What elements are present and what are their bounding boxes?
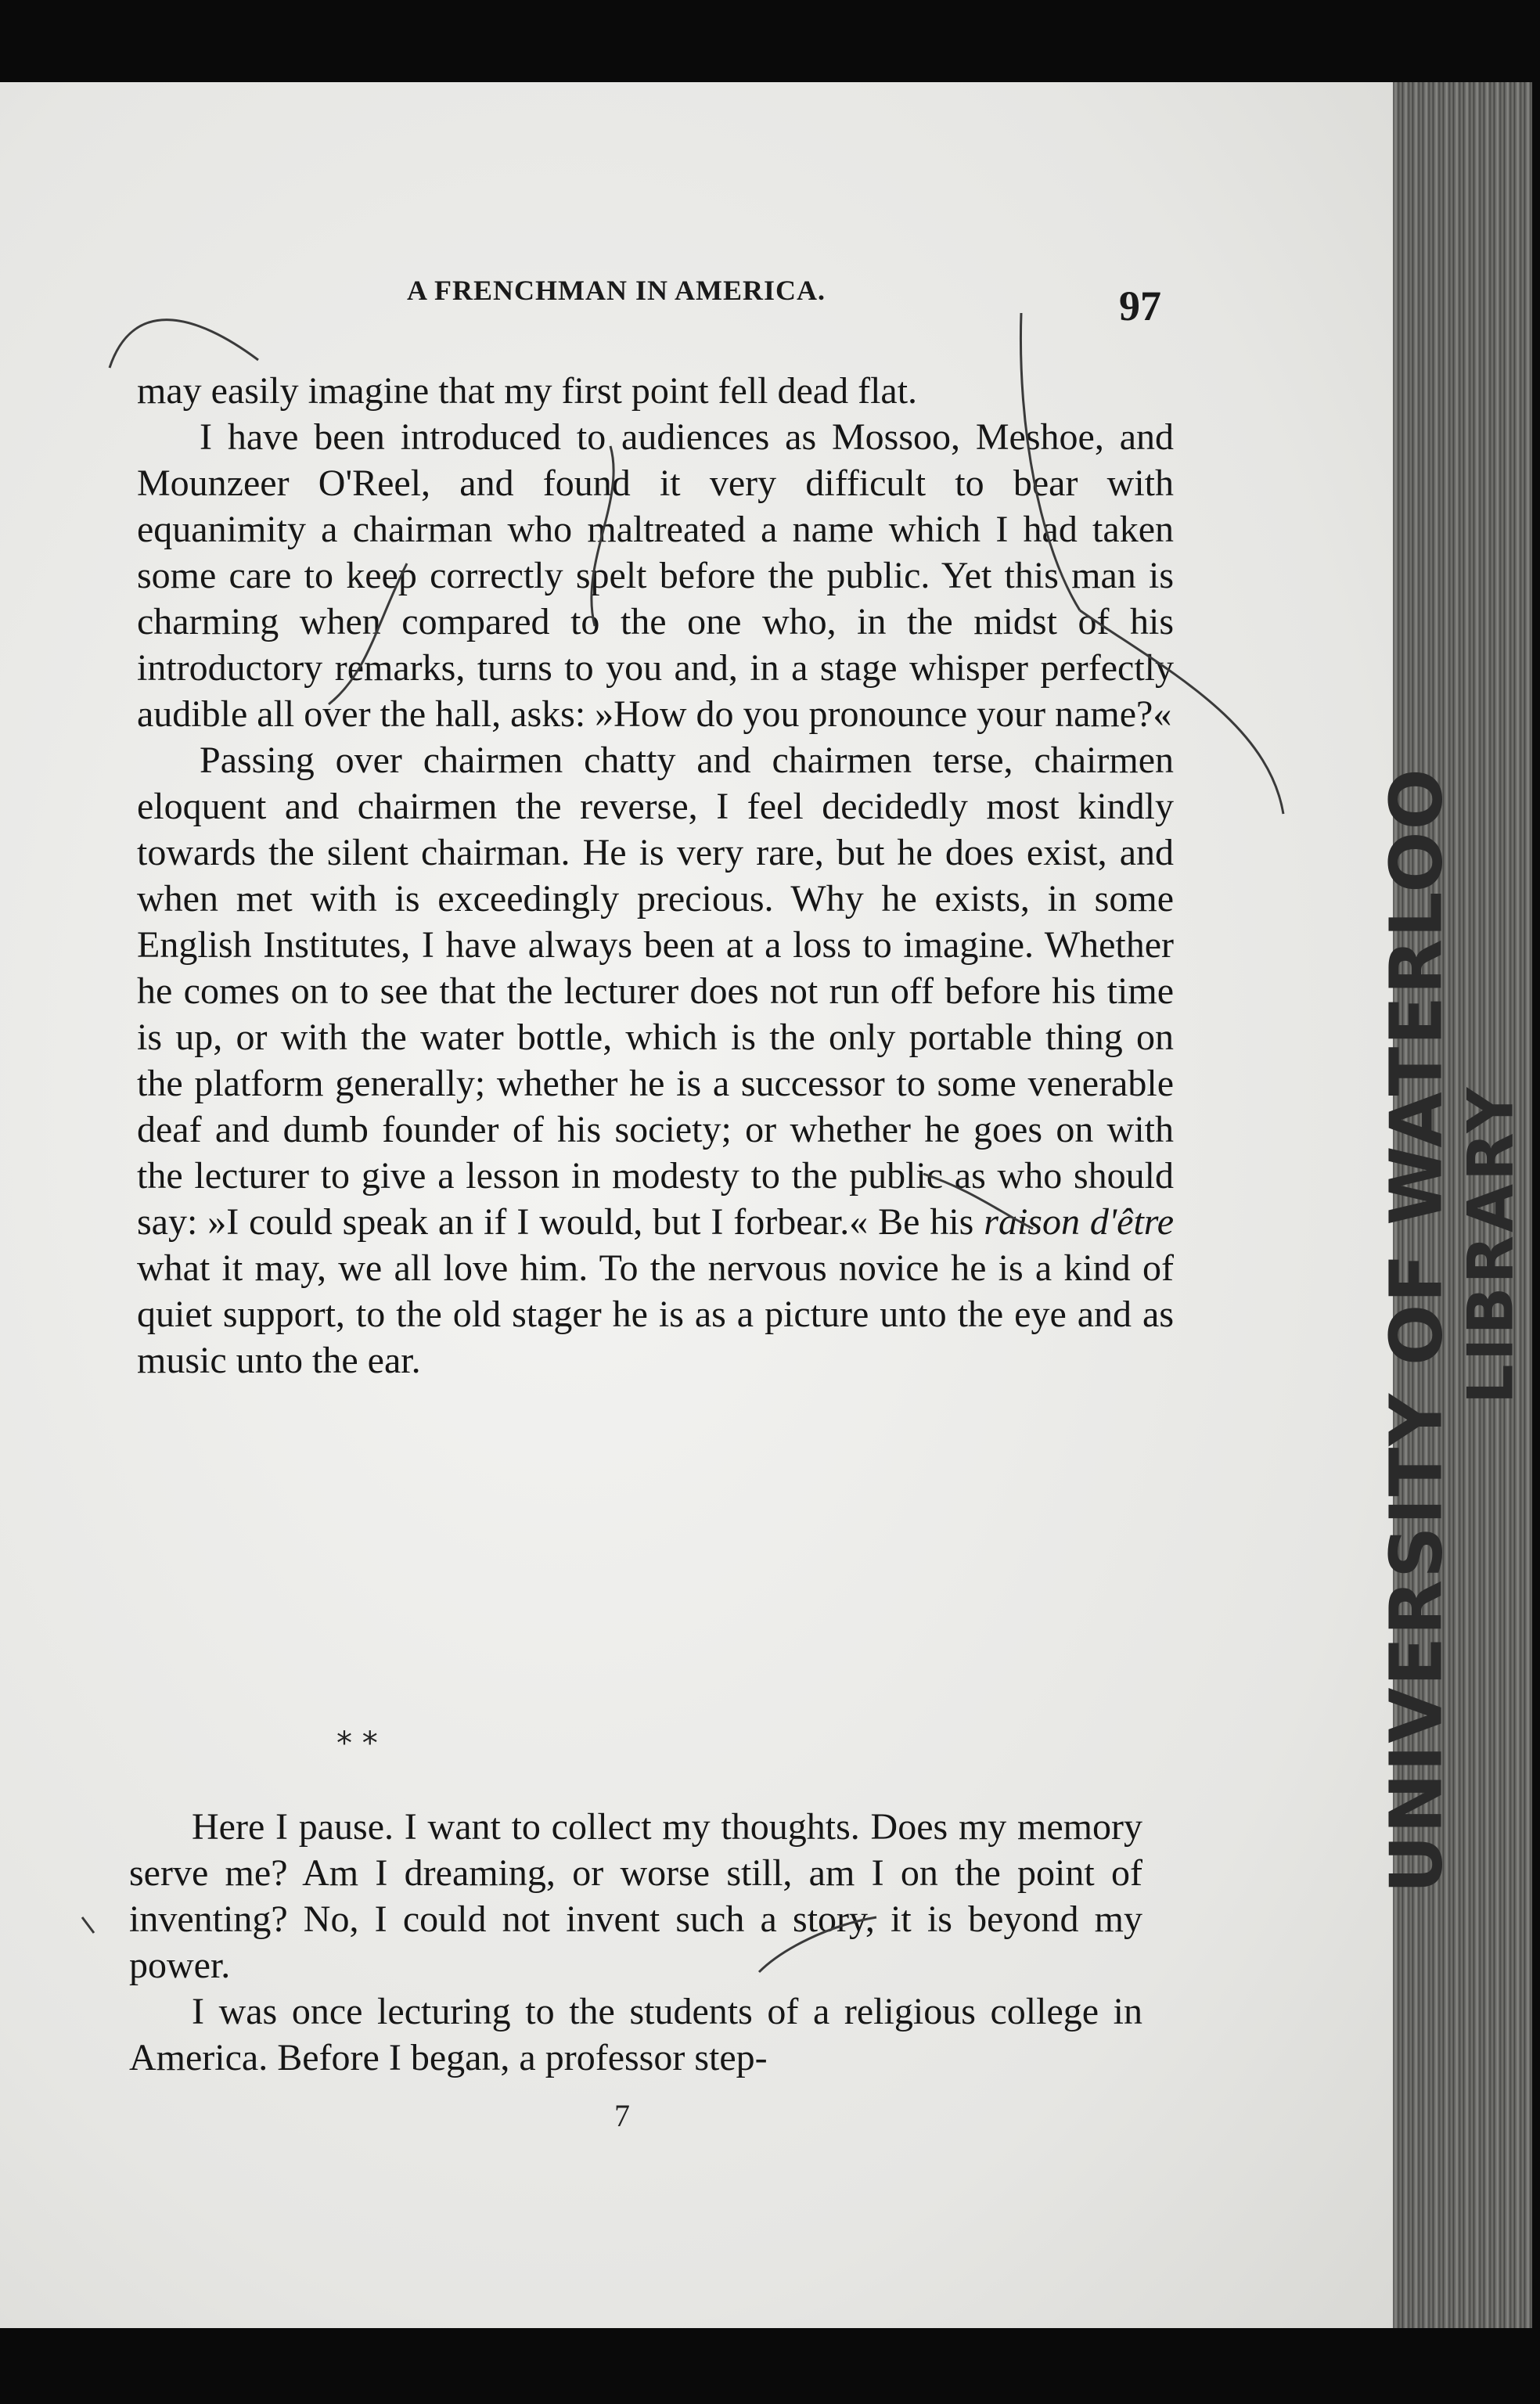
body-text xyxy=(137,368,1174,1384)
separator-stars: * * xyxy=(336,1726,378,1762)
paragraph-4: Here I pause. I want to collect my thoughts. Does my memory serve me? Am I dreaming, or worse still, am I on the point of inventing? No, I could not invent such a story, it is beyond my power. xyxy=(129,1806,1142,1986)
running-title: A FRENCHMAN IN AMERICA. xyxy=(407,275,826,306)
paragraph-5: I was once lecturing to the students of a religious college in America. Before I began, a professor step- xyxy=(129,1991,1142,2078)
paragraph-1: may easily imagine that my first point fell dead flat. xyxy=(137,370,918,412)
paragraph-2: I have been introduced to audiences as Mossoo, Meshoe, and Mounzeer O'Reel, and found it very difficult to bear with equanimity a chairman who maltreated a name which I had taken some care to keep correctly spelt before the public. Yet this man is charming when compared to the one who, in the midst of his introductory remarks, turns to you and, in a stage whisper perfectly audible all over the hall, asks: »How do you pronounce your name?« xyxy=(137,416,1174,735)
signature-mark: 7 xyxy=(614,2098,630,2133)
paragraph-3-italic: raison d'être xyxy=(984,1201,1174,1243)
library-stamp-line1: UNIVERSITY OF WATERLOO xyxy=(1374,767,1459,1894)
page-number: 97 xyxy=(1119,283,1161,329)
section-separator xyxy=(336,1726,587,1762)
paragraph-3 xyxy=(137,737,1174,1384)
library-stamp xyxy=(1369,767,1527,1894)
body-text-continued xyxy=(129,1804,1142,2081)
paragraph-3-part-1: Passing over chairmen chatty and chairmen terse, chairmen eloquent and chairmen the reverse, I feel decidedly most kindly towards the silent chairman. He is very rare, but he does exist, and when met with is exceedingly precious. Why he exists, in some English Institutes, I have always been at a loss to imagine. Whether he comes on to see that the lecturer does not run off before his time is up, or with the water bottle, which is the only portable thing on the platform generally; whether he is a successor to some venerable deaf and dumb founder of his society; or whether he goes on with the lecturer to give a lesson in modesty to the public as who should say: »I could speak an if I would, but I forbear.« Be his xyxy=(137,740,1174,1243)
library-stamp-line2: LIBRARY xyxy=(1454,1084,1527,1405)
paragraph-3-part-2: what it may, we all love him. To the nervous novice he is a kind of quiet support, to the old stager he is as a picture unto the eye and as music unto the ear. xyxy=(137,1247,1174,1381)
